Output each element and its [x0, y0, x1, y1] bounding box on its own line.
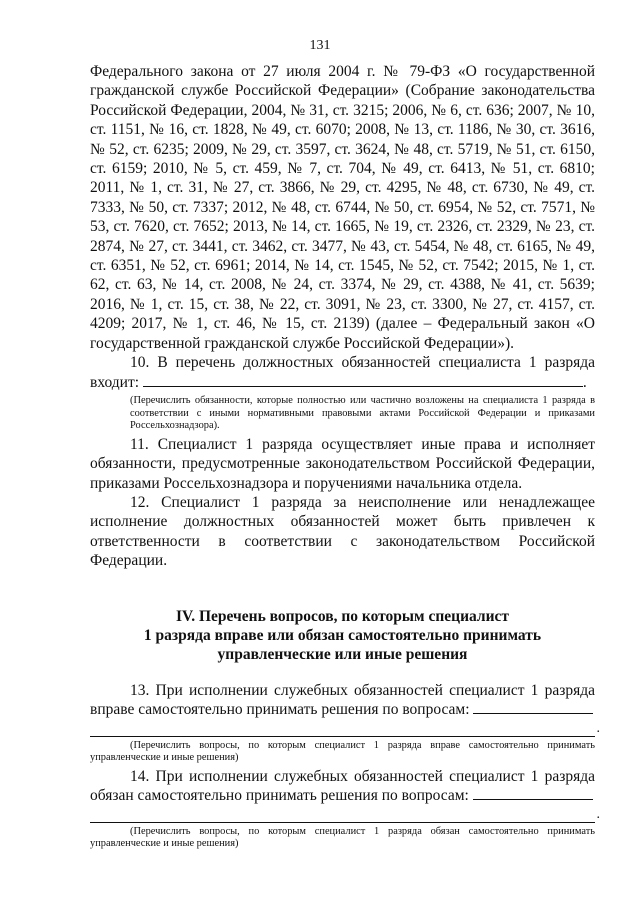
item-10: 10. В перечень должностных обязанностей специалиста 1 разряда входит: . [90, 354, 595, 391]
section-heading-line-1: IV. Перечень вопросов, по которым специалист [175, 607, 510, 625]
item-13-note: (Перечислить вопросы, по которым специалист 1 разряда вправе самостоятельно принимать управленческие и иные решения) [90, 739, 595, 764]
opening-paragraph: Федерального закона от 27 июля 2004 г. № 79-ФЗ «О государственной гражданской службе Российской Федерации» (Собрание законодательства Российской Федерации, 2004, № 31, ст. 3215; 2006, № 6, ст. 636; 2007, № 10, ст. 1151, № 16, ст. 1828, № 49, ст. 6070; 2008, № 13, ст. 1186, № 30, ст. 3616, № 52, ст. 6235; 2009, № 29, ст. 3597, ст. 3624, № 48, ст. 5719, № 51, ст. 6150, ст. 6159; 2010, № 5, ст. 459, № 7, ст. 704, № 49, ст. 6413, № 51, ст. 6810; 2011, № 1, ст. 31, № 27, ст. 3866, № 29, ст. 4295, № 48, ст. 6730, № 49, ст. 7333, № 50, ст. 7337; 2012, № 48, ст. 6744, № 50, ст. 6954, № 52, ст. 7571, № 53, ст. 7620, ст. 7652; 2013, № 14, ст. 1665, № 19, ст. 2326, ст. 2329, № 23, ст. 2874, № 27, ст. 3441, ст. 3462, ст. 3477, № 43, ст. 5454, № 48, ст. 6165, № 49, ст. 6351, № 52, ст. 6961; 2014, № 14, ст. 1545, № 52, ст. 7542; 2015, № 1, ст. 62, ст. 63, № 14, ст. 2008, № 24, ст. 3374, № 29, ст. 4388, № 41, ст. 5639; 2016, № 1, ст. 15, ст. 38, № 22, ст. 3091, № 23, ст. 3300, № 27, ст. 4157, ст. 4209; 2017, № 1, ст. 46, № 15, ст. 2139) (далее – Федеральный закон «О государственной гражданской службе Российской Федерации»). [90, 63, 595, 352]
page-number: 131 [309, 38, 331, 53]
item-13-answer-line: . [90, 720, 595, 737]
item-10-text: 10. В перечень должностных обязанностей специалиста 1 разряда входит: [90, 354, 595, 391]
section-heading-line-2: 1 разряда вправе или обязан самостоятельно принимать [143, 626, 542, 644]
item-13-text: 13. При исполнении служебных обязанностей специалист 1 разряда вправе самостоятельно принимать решения по вопросам: [90, 681, 595, 719]
item-10-fill-line [143, 373, 583, 387]
section-heading [90, 607, 595, 665]
item-12: 12. Специалист 1 разряда за неисполнение или ненадлежащее исполнение должностных обязанностей может быть привлечен к ответственности в соответствии с законодательством Российской Федерации. [90, 493, 595, 570]
item-14-note: (Перечислить вопросы, по которым специалист 1 разряда обязан самостоятельно принимать управленческие и иные решения) [90, 825, 595, 850]
item-11: 11. Специалист 1 разряда осуществляет иные права и исполняет обязанности, предусмотренные законодательством Российской Федерации, приказами Россельхознадзора и поручениями начальника отдела. [90, 435, 595, 492]
item-14 [90, 767, 595, 806]
item-13-fill-line [473, 700, 593, 714]
item-10-note: (Перечислить обязанности, которые полностью или частично возложены на специалиста 1 разряда в соответствии с иными нормативными правовыми актами Российской Федерации и приказами Россельхознадзора). [130, 394, 595, 432]
item-13 [90, 681, 595, 720]
item-14-answer-line: . [90, 806, 595, 823]
item-14-text: 14. При исполнении служебных обязанностей специалист 1 разряда обязан самостоятельно принимать решения по вопросам: [90, 767, 595, 805]
item-14-fill-line [473, 786, 593, 800]
document-body [90, 62, 600, 853]
section-heading-line-3: управленческие или иные решения [217, 646, 468, 664]
